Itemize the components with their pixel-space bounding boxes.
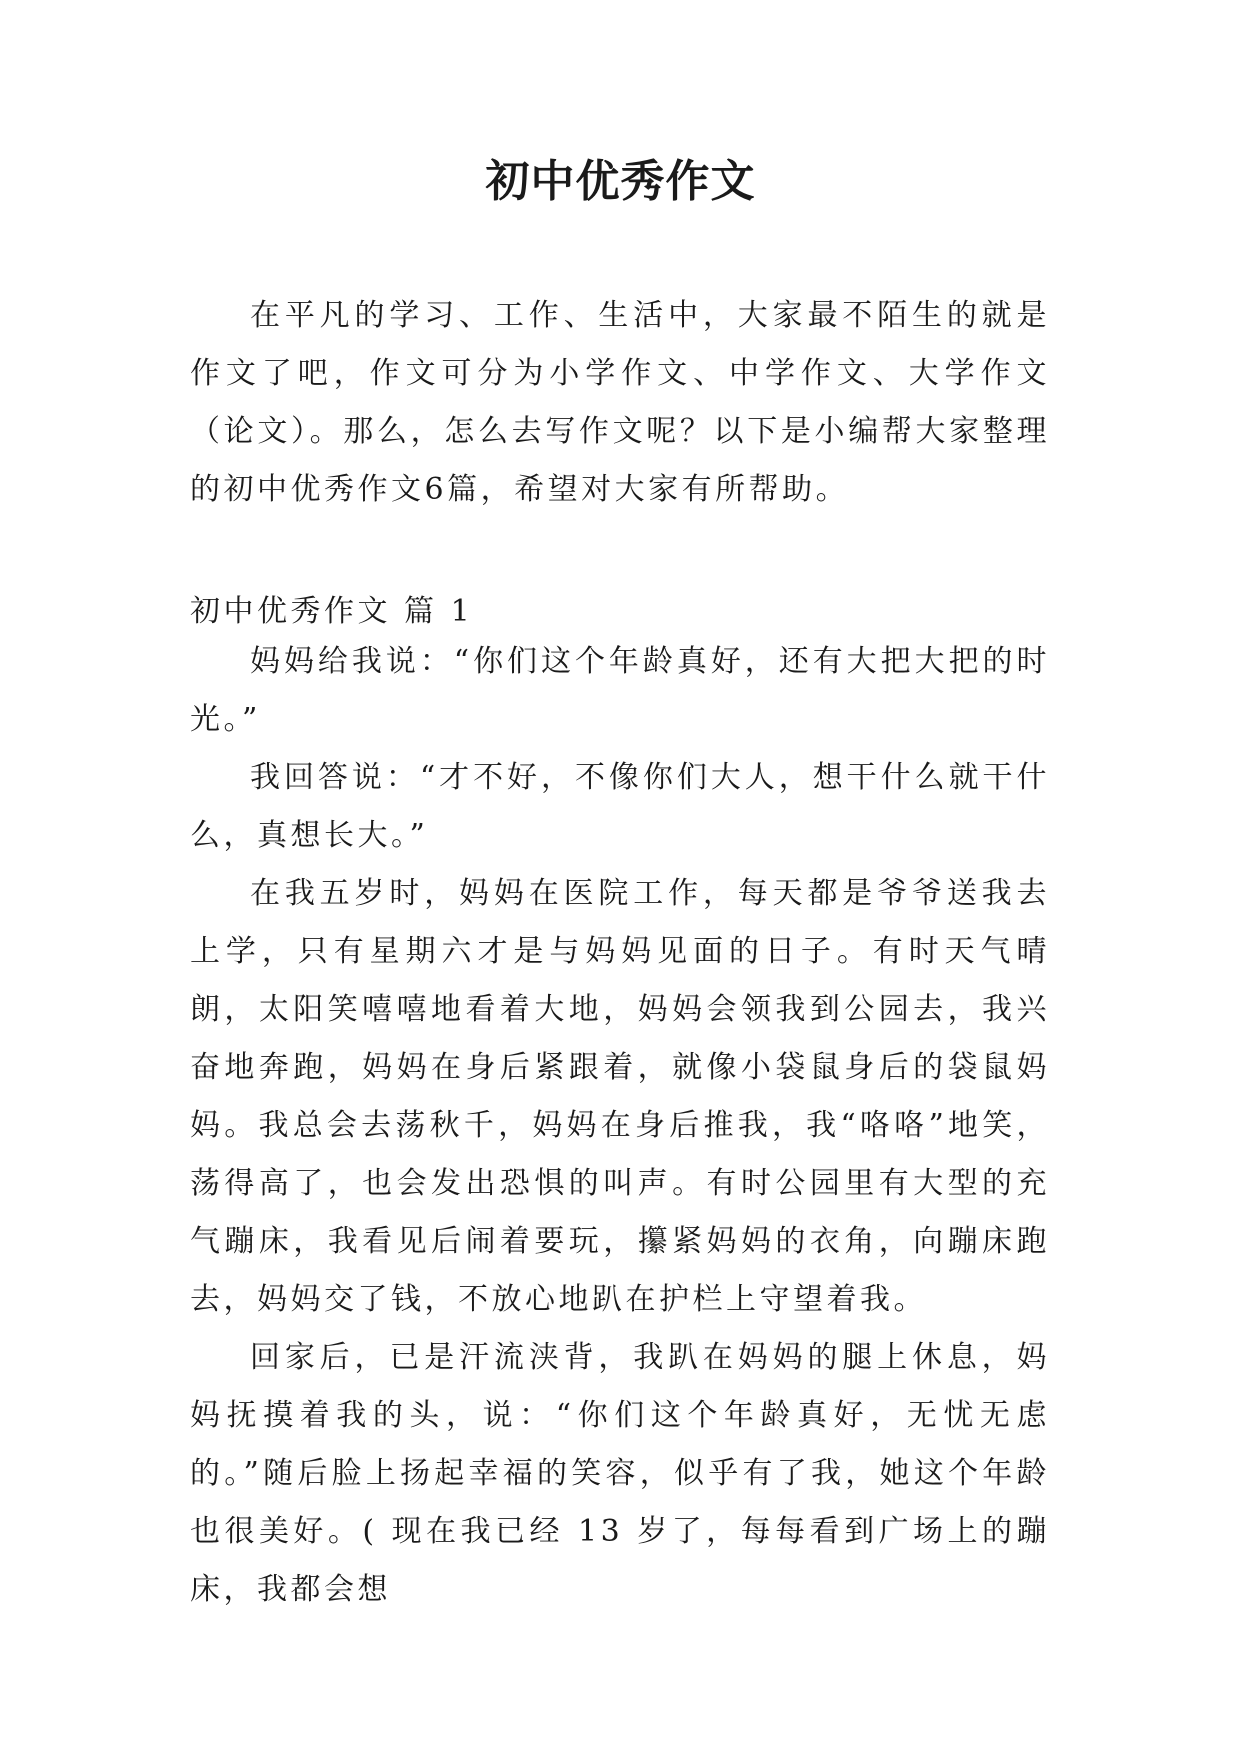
essay-paragraph: 在我五岁时，妈妈在医院工作，每天都是爷爷送我去上学，只有星期六才是与妈妈见面的日子。有时天气晴朗，太阳笑嘻嘻地看着大地，妈妈会领我到公园去，我兴奋地奔跑，妈妈在身后紧跟着，就像小袋鼠身后的袋鼠妈妈。我总会去荡秋千，妈妈在身后推我，我“咯咯”地笑，荡得高了，也会发出恐惧的叫声。有时公园里有大型的充气蹦床，我看见后闹着要玩，攥紧妈妈的衣角，向蹦床跑去，妈妈交了钱，不放心地趴在护栏上守望着我。 xyxy=(190,876,1050,1317)
section-heading: 初中优秀作文 篇 1 xyxy=(190,594,474,629)
intro-section xyxy=(190,287,1050,519)
essay-paragraph: 回家后，已是汗流浃背，我趴在妈妈的腿上休息，妈妈抚摸着我的头，说：“你们这个年龄真好，无忧无虑的。”随后脸上扬起幸福的笑容，似乎有了我，她这个年龄也很美好。( 现在我已经 13 岁了，每每看到广场上的蹦床，我都会想 xyxy=(190,1340,1050,1607)
essay-paragraph: 我回答说：“才不好，不像你们大人，想干什么就干什么，真想长大。” xyxy=(190,760,1050,853)
intro-paragraph: 在平凡的学习、工作、生活中，大家最不陌生的就是作文了吧，作文可分为小学作文、中学作文、大学作文（论文）。那么，怎么去写作文呢？以下是小编帮大家整理的初中优秀作文6篇，希望对大家有所帮助。 xyxy=(190,298,1050,507)
document-title: 初中优秀作文 xyxy=(485,156,756,207)
essay-paragraph: 妈妈给我说：“你们这个年龄真好，还有大把大把的时光。” xyxy=(190,644,1050,737)
essay-body xyxy=(190,633,1050,1619)
